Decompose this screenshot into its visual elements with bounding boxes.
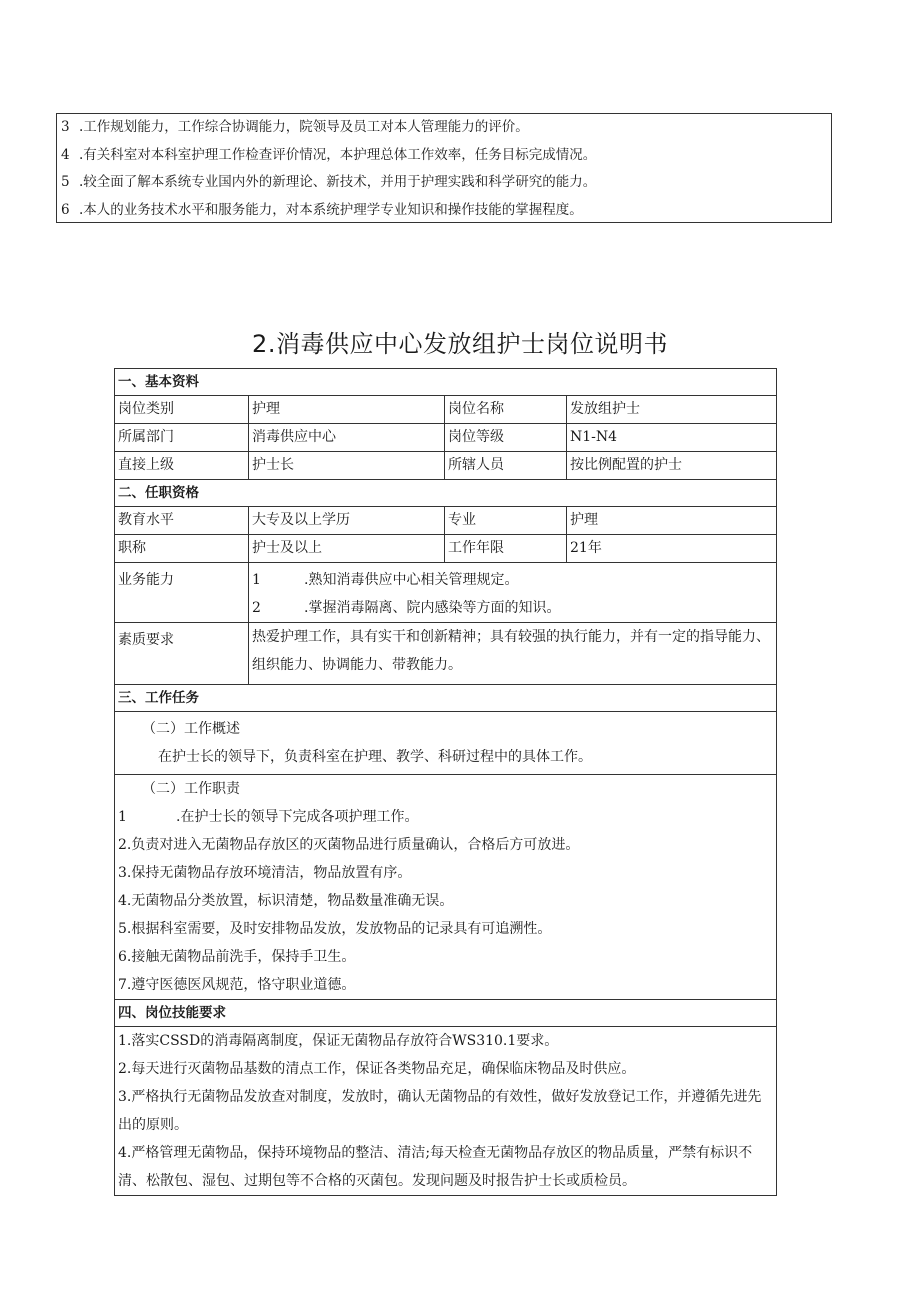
field-value: 护士及以上 (249, 535, 445, 563)
table-row (115, 507, 777, 535)
field-value: 热爱护理工作，具有实干和创新精神；具有较强的执行能力，并有一定的指导能力、组织能力、协调能力、带教能力。 (249, 623, 777, 685)
field-label: 专业 (445, 507, 567, 535)
field-label: 岗位类别 (115, 396, 249, 424)
list-item: 4.严格管理无菌物品，保持环境物品的整洁、清洁;每天检查无菌物品存放区的物品质量，严禁有标识不清、松散包、湿包、过期包等不合格的灭菌包。发现问题及时报告护士长或质检员。 (118, 1145, 753, 1189)
work-duties (115, 775, 777, 1000)
list-item: 3.严格执行无菌物品发放查对制度，发放时，确认无菌物品的有效性，做好发放登记工作，并遵循先进先出的原则。 (118, 1089, 762, 1133)
criteria-item: 4 .有关科室对本科室护理工作检查评价情况，本护理总体工作效率，任务目标完成情况。 (61, 146, 597, 163)
document-title: 2.消毒供应中心发放组护士岗位说明书 (252, 330, 668, 358)
field-value: 消毒供应中心 (249, 424, 445, 452)
list-item: 1 .熟知消毒供应中心相关管理规定。 (252, 572, 519, 588)
field-label: 直接上级 (115, 452, 249, 480)
table-row (115, 623, 777, 685)
field-label: 岗位名称 (445, 396, 567, 424)
table-row (115, 775, 777, 1000)
field-value: N1-N4 (567, 424, 777, 452)
criteria-item: 5 .较全面了解本系统专业国内外的新理论、新技术，并用于护理实践和科学研究的能力。 (61, 174, 597, 190)
list-item: 7.遵守医德医风规范，恪守职业道德。 (118, 977, 356, 993)
ability-list (249, 563, 777, 623)
overview-heading: （二）工作概述 (142, 721, 240, 737)
table-row (115, 712, 777, 775)
list-item: 1.落实CSSD的消毒隔离制度，保证无菌物品存放符合WS310.1要求。 (118, 1033, 559, 1049)
section-heading-basic: 一、基本资料 (115, 369, 777, 396)
duties-heading: （二）工作职责 (142, 781, 240, 797)
job-description-table (114, 368, 777, 1196)
field-value: 大专及以上学历 (249, 507, 445, 535)
field-label: 工作年限 (445, 535, 567, 563)
field-value: 发放组护士 (567, 396, 777, 424)
field-label: 素质要求 (115, 623, 249, 685)
field-label: 职称 (115, 535, 249, 563)
section-heading-skills: 四、岗位技能要求 (115, 1000, 777, 1027)
list-item: 4.无菌物品分类放置，标识清楚，物品数量准确无误。 (118, 893, 454, 909)
section-heading-tasks: 三、工作任务 (115, 685, 777, 712)
field-label: 业务能力 (115, 563, 249, 623)
list-item: 2.负责对进入无菌物品存放区的灭菌物品进行质量确认，合格后方可放进。 (118, 837, 580, 853)
field-label: 岗位等级 (445, 424, 567, 452)
section-heading-qualification: 二、任职资格 (115, 480, 777, 507)
list-item: 1 .在护士长的领导下完成各项护理工作。 (118, 809, 419, 825)
table-row (115, 563, 777, 623)
criteria-item: 6 .本人的业务技术水平和服务能力，对本系统护理学专业知识和操作技能的掌握程度。 (61, 201, 583, 218)
list-item: 2 .掌握消毒隔离、院内感染等方面的知识。 (252, 600, 561, 616)
field-label: 所辖人员 (445, 452, 567, 480)
criteria-item: 3 .工作规划能力，工作综合协调能力，院领导及员工对本人管理能力的评价。 (61, 119, 529, 135)
table-row (115, 535, 777, 563)
field-label: 教育水平 (115, 507, 249, 535)
skills-list (115, 1027, 777, 1196)
table-row (115, 424, 777, 452)
list-item: 3.保持无菌物品存放环境清洁，物品放置有序。 (118, 865, 412, 881)
field-value: 21年 (567, 535, 777, 563)
evaluation-criteria-box (56, 113, 832, 223)
list-item: 2.每天进行灭菌物品基数的清点工作，保证各类物品充足，确保临床物品及时供应。 (118, 1061, 636, 1077)
list-item: 6.接触无菌物品前洗手，保持手卫生。 (118, 949, 356, 965)
field-label: 所属部门 (115, 424, 249, 452)
field-value: 护士长 (249, 452, 445, 480)
field-value: 护理 (249, 396, 445, 424)
overview-text: 在护士长的领导下，负责科室在护理、教学、科研过程中的具体工作。 (158, 749, 592, 765)
table-row (115, 452, 777, 480)
field-value: 按比例配置的护士 (567, 452, 777, 480)
list-item: 5.根据科室需要，及时安排物品发放，发放物品的记录具有可追溯性。 (118, 921, 552, 937)
field-value: 护理 (567, 507, 777, 535)
work-overview (115, 712, 777, 775)
table-row (115, 396, 777, 424)
table-row (115, 1027, 777, 1196)
